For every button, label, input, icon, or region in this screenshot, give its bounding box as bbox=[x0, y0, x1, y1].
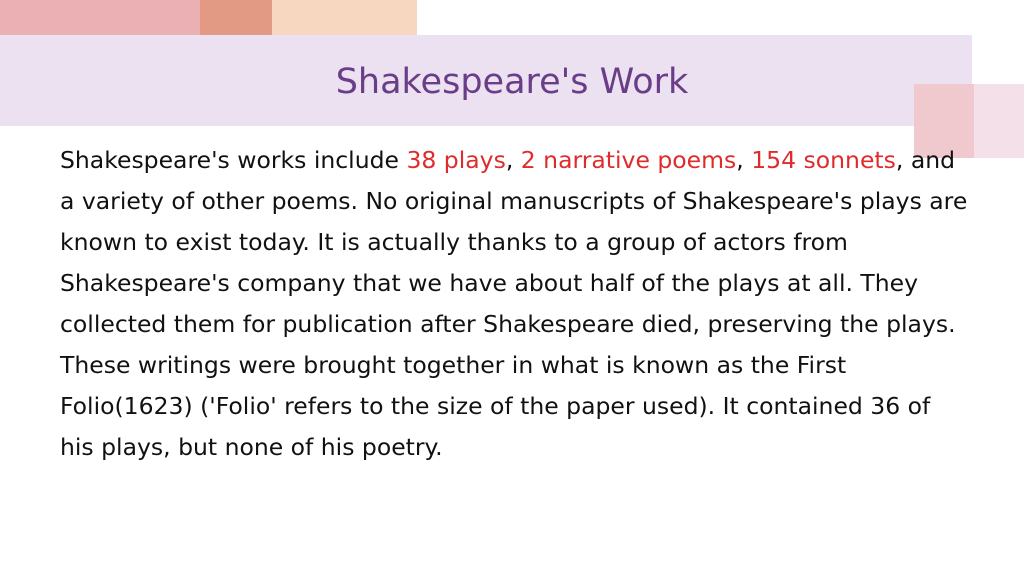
body-paragraph bbox=[60, 140, 970, 468]
slide-title: Shakespeare's Work bbox=[335, 62, 689, 102]
highlight-narrative-poems: 2 narrative poems bbox=[520, 146, 737, 174]
highlight-plays: 38 plays bbox=[406, 146, 506, 174]
body-separator: , bbox=[505, 146, 521, 174]
body-rest: , and a variety of other poems. No original manuscripts of Shakespeare's plays are known to exist today. It is actually thanks to a group of actors from Shakespeare's company that we have about half of the plays at all. They collected them for publication after Shakespeare died, preserving the plays. These writings were brought together in what is known as the First Folio(1623) ('Folio' refers to the size of the paper used). It contained 36 of his plays, but none of his poetry. bbox=[60, 146, 968, 461]
body-separator: , bbox=[736, 146, 752, 174]
highlight-sonnets: 154 sonnets bbox=[751, 146, 896, 174]
body-intro: Shakespeare's works include bbox=[60, 146, 407, 174]
